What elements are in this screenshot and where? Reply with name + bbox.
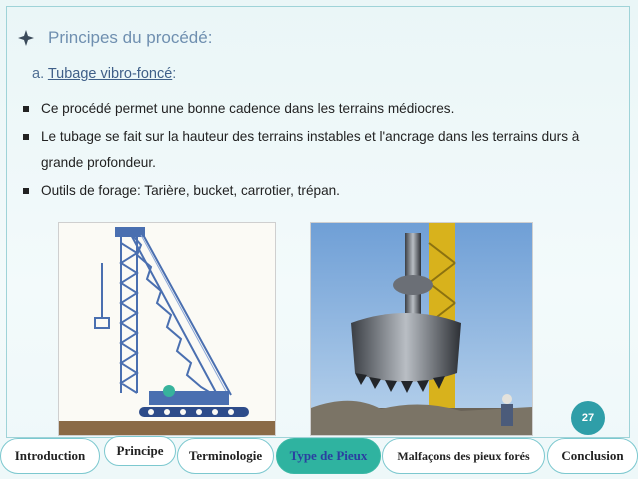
subheading-prefix: a. xyxy=(32,66,48,82)
list-item xyxy=(20,124,610,176)
bullet-text: Outils de forage: Tarière, bucket, carrotier, trépan. xyxy=(41,183,340,198)
diamond-bullet-icon xyxy=(18,30,34,46)
square-bullet-icon xyxy=(23,134,29,140)
nav-terminologie-button[interactable]: Terminologie xyxy=(177,438,274,474)
bullet-list xyxy=(20,96,610,206)
nav-type-de-pieux-button[interactable]: Type de Pieux xyxy=(276,438,381,474)
drilling-bucket-image xyxy=(310,222,533,436)
slide-heading xyxy=(18,28,212,48)
bullet-text: Le tubage se fait sur la hauteur des terrains instables et l'ancrage dans les terrains durs à grande profondeur. xyxy=(41,129,580,170)
subheading-title: Tubage vibro-foncé xyxy=(47,66,173,82)
bullet-text: Ce procédé permet une bonne cadence dans les terrains médiocres. xyxy=(41,101,455,116)
list-item xyxy=(20,96,610,122)
square-bullet-icon xyxy=(23,106,29,112)
subheading xyxy=(32,66,176,82)
page-number-badge: 27 xyxy=(571,401,605,435)
list-item xyxy=(20,178,610,204)
nav-principe-button[interactable]: Principe xyxy=(104,436,176,466)
nav-introduction-button[interactable]: Introduction xyxy=(0,438,100,474)
crane-image xyxy=(58,222,276,436)
square-bullet-icon xyxy=(23,188,29,194)
subheading-suffix: : xyxy=(172,66,177,82)
nav-conclusion-button[interactable]: Conclusion xyxy=(547,438,638,474)
heading-text: Principes du procédé: xyxy=(48,28,213,47)
nav-malfacons-button[interactable]: Malfaçons des pieux forés xyxy=(382,438,545,474)
